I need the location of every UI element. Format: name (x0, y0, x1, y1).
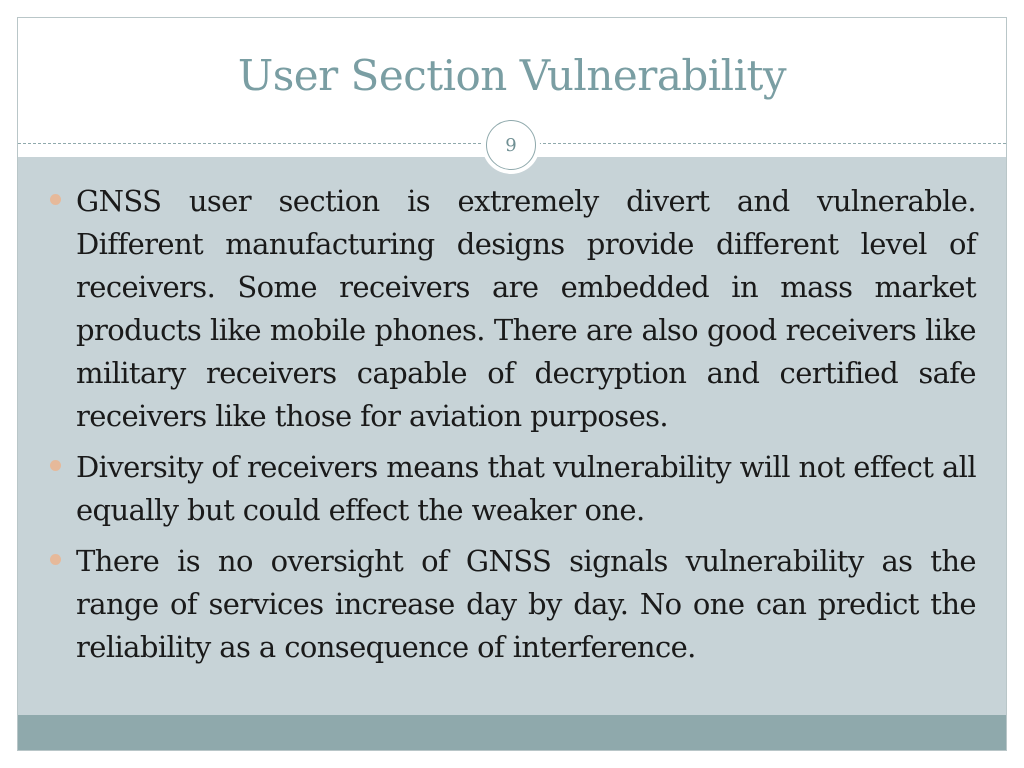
bullet-dot-icon (50, 460, 61, 471)
list-item (48, 180, 976, 438)
slide-title: User Section Vulnerability (237, 51, 787, 100)
page-number-badge (482, 116, 540, 174)
bullet-list (48, 180, 976, 677)
bullet-text: Diversity of receivers means that vulnerability will not effect all equally but could effect the weaker one. (76, 450, 976, 527)
list-item (48, 446, 976, 532)
page-number: 9 (486, 120, 536, 170)
bullet-text: GNSS user section is extremely divert and vulnerable. Different manufacturing designs provide different level of receivers. Some receivers are embedded in mass market products like mobile phones. There are also good receivers like military receivers capable of decryption and certified safe receivers like those for aviation purposes. (76, 184, 976, 433)
bullet-dot-icon (50, 194, 61, 205)
footer-band (18, 715, 1006, 751)
list-item (48, 540, 976, 669)
bullet-text: There is no oversight of GNSS signals vulnerability as the range of services increase day by day. No one can predict the reliability as a consequence of interference. (76, 544, 976, 664)
slide (17, 17, 1007, 751)
bullet-dot-icon (50, 554, 61, 565)
